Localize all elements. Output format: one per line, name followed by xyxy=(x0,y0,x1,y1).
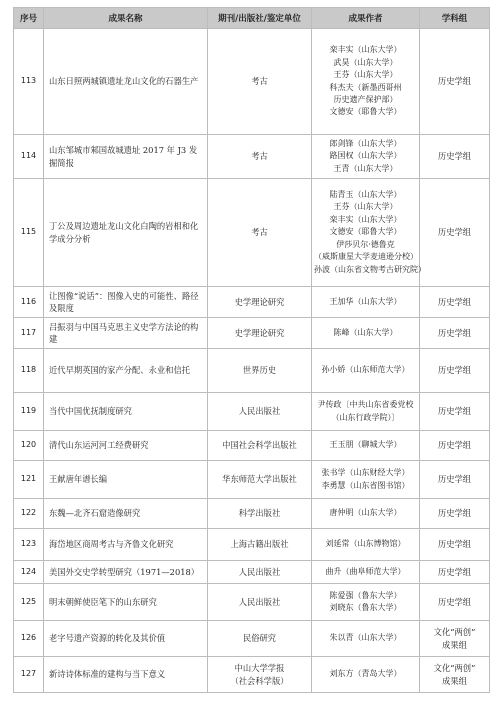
row-publisher-line: 科学出版社 xyxy=(238,508,281,519)
table-row xyxy=(14,499,490,529)
row-discipline-group-line: 历史学组 xyxy=(437,596,472,607)
row-discipline-group-line: 历史学组 xyxy=(437,474,472,485)
header-publisher: 期刊/出版社/鉴定单位 xyxy=(208,8,312,29)
row-discipline-group-line: 历史学组 xyxy=(437,296,472,307)
row-authors xyxy=(312,179,426,287)
row-title: 王献唐年谱长编 xyxy=(44,461,208,499)
row-authors-line: 武昊（山东大学） xyxy=(333,57,398,67)
row-authors-line: 孙小娇（山东师范大学） xyxy=(321,365,410,375)
header-serial-no: 序号 xyxy=(14,8,44,29)
row-authors-line: 王芬（山东大学） xyxy=(333,202,398,212)
table-row xyxy=(14,318,490,349)
row-authors-line: 路国权（山东大学） xyxy=(329,151,402,161)
row-publisher xyxy=(208,179,312,287)
row-authors-line: 刘东方（青岛大学） xyxy=(329,669,402,679)
row-serial-no: 126 xyxy=(14,621,44,657)
row-authors-line: 刘晓东（鲁东大学） xyxy=(329,603,402,612)
row-discipline-group xyxy=(420,135,490,179)
row-discipline-group xyxy=(420,349,490,393)
row-title: 海岱地区商周考古与齐鲁文化研究 xyxy=(44,529,208,561)
row-discipline-group xyxy=(420,561,490,584)
table-row xyxy=(14,561,490,584)
table-row xyxy=(14,529,490,561)
row-discipline-group-line: 历史学组 xyxy=(437,539,472,550)
row-authors-line: 科杰夫（新墨西哥州 xyxy=(329,82,402,92)
row-title: 清代山东运河河工经费研究 xyxy=(44,431,208,461)
row-discipline-group xyxy=(420,621,490,657)
row-discipline-group-line: 文化“两创” xyxy=(433,663,476,674)
row-authors-line: 张书学（山东财经大学） xyxy=(321,468,410,478)
header-title: 成果名称 xyxy=(44,8,208,29)
row-discipline-group-line: 成果组 xyxy=(442,675,467,686)
row-serial-no: 127 xyxy=(14,657,44,693)
row-authors xyxy=(312,318,420,349)
row-publisher xyxy=(208,461,312,499)
row-serial-no: 119 xyxy=(14,393,44,431)
row-discipline-group-line: 历史学组 xyxy=(437,327,472,338)
row-authors xyxy=(312,349,420,393)
row-title: 新诗诗体标准的建构与当下意义 xyxy=(44,657,208,693)
row-authors-line: 朱以青（山东大学） xyxy=(329,633,402,643)
row-title: 东魏—北齐石窟造像研究 xyxy=(44,499,208,529)
table-row xyxy=(14,584,490,621)
row-title: 丁公及周边遗址龙山文化白陶的岩相和化学成分分析 xyxy=(44,179,208,287)
row-serial-no: 122 xyxy=(14,499,44,529)
table-row xyxy=(14,621,490,657)
row-publisher xyxy=(208,135,312,179)
row-authors-line: 唐仲明（山东大学） xyxy=(329,508,402,518)
row-publisher-line: 中国社会科学出版社 xyxy=(222,440,297,451)
row-serial-no: 113 xyxy=(14,29,44,135)
row-authors xyxy=(312,561,420,584)
row-authors-line: 文德安（耶鲁大学） xyxy=(329,107,402,117)
row-serial-no: 121 xyxy=(14,461,44,499)
row-publisher xyxy=(208,561,312,584)
row-authors-line: 郎剑锋（山东大学） xyxy=(329,138,402,148)
table-row xyxy=(14,349,490,393)
row-title: 老字号遗产资源的转化及其价值 xyxy=(44,621,208,657)
row-serial-no: 116 xyxy=(14,287,44,318)
row-publisher-line: 考古 xyxy=(251,227,268,238)
row-publisher-line: 史学理论研究 xyxy=(234,296,285,307)
row-publisher-line: 民俗研究 xyxy=(242,633,277,644)
row-authors-line: 刘延常（山东博物馆） xyxy=(325,539,406,549)
row-discipline-group-line: 成果组 xyxy=(442,639,467,650)
row-authors-line: 陈爱强（鲁东大学） xyxy=(329,590,402,600)
row-publisher xyxy=(208,529,312,561)
row-authors xyxy=(312,287,420,318)
row-publisher-line: 考古 xyxy=(251,151,268,162)
row-title: 山东日照两城镇遗址龙山文化的石器生产 xyxy=(44,29,208,135)
row-authors xyxy=(312,431,420,461)
row-discipline-group xyxy=(420,529,490,561)
row-publisher xyxy=(208,29,312,135)
row-publisher xyxy=(208,287,312,318)
row-discipline-group-line: 历史学组 xyxy=(437,508,472,519)
header-discipline-group: 学科组 xyxy=(420,8,490,29)
row-discipline-group-line: 历史学组 xyxy=(437,151,472,162)
table-row xyxy=(14,657,490,693)
row-publisher-line: （社会科学版） xyxy=(230,675,289,686)
row-publisher xyxy=(208,499,312,529)
row-serial-no: 115 xyxy=(14,179,44,287)
row-discipline-group-line: 历史学组 xyxy=(437,227,472,238)
row-publisher-line: 考古 xyxy=(251,76,268,87)
table-row xyxy=(14,431,490,461)
row-discipline-group xyxy=(420,499,490,529)
row-discipline-group-line: 历史学组 xyxy=(437,566,472,577)
row-discipline-group xyxy=(420,461,490,499)
row-authors-line: 曲升（曲阜师范大学） xyxy=(325,566,406,576)
row-authors-line: 栾丰实（山东大学） xyxy=(329,214,402,224)
table-row xyxy=(14,29,490,135)
row-authors xyxy=(312,461,420,499)
row-publisher-line: 人民出版社 xyxy=(238,596,281,607)
row-discipline-group xyxy=(420,287,490,318)
row-serial-no: 125 xyxy=(14,584,44,621)
row-authors-line: 历史遗产保护部） xyxy=(333,94,398,104)
row-authors xyxy=(312,657,420,693)
row-title: 美国外交史学转型研究（1971—2018） xyxy=(44,561,208,584)
row-publisher-line: 上海古籍出版社 xyxy=(230,539,289,550)
row-discipline-group-line: 历史学组 xyxy=(437,406,472,417)
row-discipline-group xyxy=(420,584,490,621)
row-serial-no: 117 xyxy=(14,318,44,349)
row-authors-line: 文德安（耶鲁大学） xyxy=(329,227,402,237)
row-authors-line: （威斯康星大学麦迪逊分校） xyxy=(314,252,418,262)
row-authors-line: 王芬（山东大学） xyxy=(333,70,398,80)
table-row xyxy=(14,287,490,318)
row-serial-no: 118 xyxy=(14,349,44,393)
row-publisher xyxy=(208,318,312,349)
row-serial-no: 124 xyxy=(14,561,44,584)
row-title: 吕振羽与中国马克思主义史学方法论的构建 xyxy=(44,318,208,349)
row-authors xyxy=(312,499,420,529)
table-row xyxy=(14,461,490,499)
row-title: 明末朝鲜使臣笔下的山东研究 xyxy=(44,584,208,621)
row-authors-line: 王加华（山东大学） xyxy=(329,296,402,306)
row-publisher xyxy=(208,621,312,657)
table-row xyxy=(14,179,490,287)
row-publisher-line: 史学理论研究 xyxy=(234,327,285,338)
row-authors xyxy=(312,621,420,657)
row-publisher xyxy=(208,657,312,693)
row-serial-no: 114 xyxy=(14,135,44,179)
results-table xyxy=(13,7,490,693)
row-authors-line: （山东行政学院）〕 xyxy=(331,412,400,422)
row-authors xyxy=(312,393,420,431)
row-authors-line: 伊莎贝尔·德鲁克 xyxy=(336,239,395,249)
row-serial-no: 120 xyxy=(14,431,44,461)
table-row xyxy=(14,393,490,431)
row-publisher xyxy=(208,584,312,621)
table-body xyxy=(14,29,490,693)
row-authors-line: 栾丰实（山东大学） xyxy=(329,45,402,55)
row-discipline-group xyxy=(420,431,490,461)
row-title: 近代早期英国的家产分配、永业和信托 xyxy=(44,349,208,393)
row-publisher-line: 人民出版社 xyxy=(238,406,281,417)
row-authors-line: 王玉朋（聊城大学） xyxy=(329,440,402,450)
row-authors xyxy=(312,584,420,621)
row-authors-line: 陆青玉（山东大学） xyxy=(329,190,402,200)
row-discipline-group xyxy=(420,393,490,431)
row-authors-line: 李勇慧（山东省图书馆） xyxy=(321,480,410,490)
row-authors-line: 孙波（山东省文物考古研究院） xyxy=(314,264,426,274)
table-header-row xyxy=(14,8,490,29)
row-authors xyxy=(312,135,420,179)
row-authors xyxy=(312,529,420,561)
row-discipline-group-line: 文化“两创” xyxy=(433,627,476,638)
table-row xyxy=(14,135,490,179)
row-title: 当代中国优抚制度研究 xyxy=(44,393,208,431)
row-title: 让图像“说话”：图像入史的可能性、路径及限度 xyxy=(44,287,208,318)
row-publisher-line: 世界历史 xyxy=(242,365,277,376)
row-authors-line: 陈峰（山东大学） xyxy=(333,327,398,337)
row-discipline-group-line: 历史学组 xyxy=(437,440,472,451)
row-authors-line: 尹传政〔中共山东省委党校 xyxy=(317,400,414,410)
row-title: 山东邹城市邾国故城遗址 2017 年 J3 发掘简报 xyxy=(44,135,208,179)
row-serial-no: 123 xyxy=(14,529,44,561)
row-discipline-group xyxy=(420,657,490,693)
row-authors xyxy=(312,29,420,135)
row-discipline-group-line: 历史学组 xyxy=(437,76,472,87)
row-publisher-line: 中山大学学报 xyxy=(234,663,285,674)
row-publisher-line: 华东师范大学出版社 xyxy=(222,474,297,485)
header-authors: 成果作者 xyxy=(312,8,420,29)
row-discipline-group xyxy=(420,318,490,349)
row-publisher xyxy=(208,349,312,393)
row-publisher xyxy=(208,393,312,431)
row-discipline-group-line: 历史学组 xyxy=(437,365,472,376)
row-authors-line: 王青（山东大学） xyxy=(333,163,398,173)
row-discipline-group xyxy=(420,179,490,287)
row-publisher xyxy=(208,431,312,461)
row-publisher-line: 人民出版社 xyxy=(238,566,281,577)
row-discipline-group xyxy=(420,29,490,135)
